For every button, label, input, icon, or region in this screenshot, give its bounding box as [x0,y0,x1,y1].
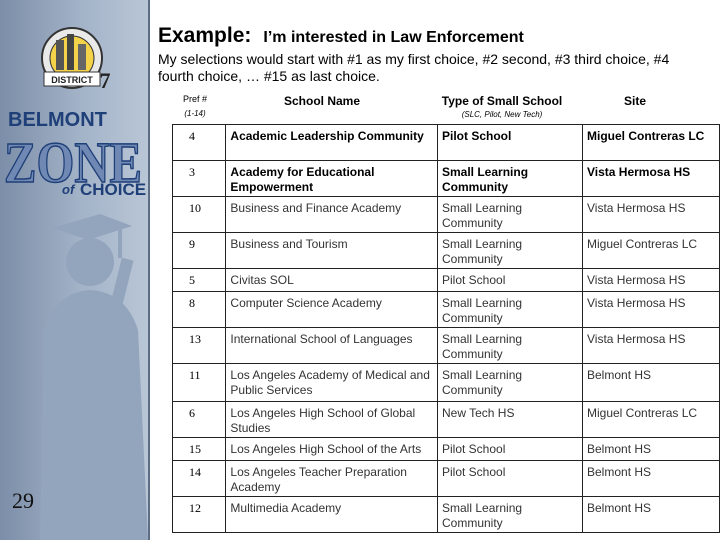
site-cell: Vista Hermosa HS [583,269,720,292]
header-school-type-sub: (SLC, Pilot, New Tech) [461,110,543,119]
pref-cell[interactable]: 12 [173,497,226,533]
site-cell: Belmont HS [583,461,720,497]
school-cell: Computer Science Academy [226,292,438,328]
site-cell: Miguel Contreras LC [583,233,720,269]
brand-choice: CHOICE [80,180,147,199]
page-title [158,24,524,48]
sidebar-artwork [0,0,148,540]
type-cell: New Tech HS [438,402,583,438]
header-pref: Pref # [182,94,207,104]
pref-cell[interactable]: 5 [173,269,226,292]
pref-cell[interactable]: 13 [173,328,226,364]
type-cell: Small Learning Community [438,197,583,233]
school-cell: Academy for Educational Empowerment [226,161,438,197]
school-cell: International School of Languages [226,328,438,364]
district-label: DISTRICT [51,75,93,85]
site-cell: Vista Hermosa HS [583,161,720,197]
table-row [173,497,720,533]
site-cell: Belmont HS [583,497,720,533]
belmont-zone-logo [4,109,146,199]
table-row [173,292,720,328]
school-cell: Los Angeles High School of the Arts [226,438,438,461]
site-cell: Vista Hermosa HS [583,328,720,364]
type-cell: Small Learning Community [438,328,583,364]
table-row [173,233,720,269]
table-row [173,197,720,233]
site-cell: Vista Hermosa HS [583,292,720,328]
pref-cell[interactable]: 15 [173,438,226,461]
table-row [173,161,720,197]
brand-of: of [62,182,75,197]
brand-belmont: BELMONT [8,109,107,131]
pref-cell[interactable]: 11 [173,364,226,402]
site-cell: Miguel Contreras LC [583,402,720,438]
brand-zone: ZONE [4,130,142,195]
site-cell: Belmont HS [583,438,720,461]
title-rest: I’m interested in Law Enforcement [263,29,524,46]
type-cell: Pilot School [438,125,583,161]
site-cell: Vista Hermosa HS [583,197,720,233]
sidebar [0,0,148,540]
type-cell: Pilot School [438,438,583,461]
type-cell: Pilot School [438,461,583,497]
pref-cell[interactable]: 3 [173,161,226,197]
pref-cell[interactable]: 6 [173,402,226,438]
pref-cell[interactable]: 4 [173,125,226,161]
school-cell: Business and Tourism [226,233,438,269]
header-school-name: School Name [283,94,361,108]
school-cell: Los Angeles Teacher Preparation Academy [226,461,438,497]
table-row [173,125,720,161]
school-cell: Academic Leadership Community [226,125,438,161]
table-row [173,328,720,364]
table-header [170,88,720,124]
school-cell: Business and Finance Academy [226,197,438,233]
district-seal-logo [42,28,111,93]
table-row [173,364,720,402]
table-row [173,438,720,461]
header-site: Site [623,94,646,108]
type-cell: Small Learning Community [438,497,583,533]
graduate-silhouette [40,214,148,540]
school-cell: Los Angeles Academy of Medical and Public Services [226,364,438,402]
pref-cell[interactable]: 10 [173,197,226,233]
site-cell: Belmont HS [583,364,720,402]
pref-cell[interactable]: 9 [173,233,226,269]
school-cell: Multimedia Academy [226,497,438,533]
sidebar-divider [148,0,150,540]
table-row [173,461,720,497]
type-cell: Small Learning Community [438,161,583,197]
title-lead: Example: [158,24,252,47]
school-cell: Los Angeles High School of Global Studies [226,402,438,438]
pref-cell[interactable]: 14 [173,461,226,497]
school-cell: Civitas SOL [226,269,438,292]
pref-cell[interactable]: 8 [173,292,226,328]
table-row [173,402,720,438]
type-cell: Small Learning Community [438,292,583,328]
school-selection-table [172,124,720,533]
site-cell: Miguel Contreras LC [583,125,720,161]
instructions-text: My selections would start with #1 as my first choice, #2 second, #3 third choice, #4 fourth choice, … #15 as last choice. [158,51,670,84]
header-school-type: Type of Small School [441,94,563,108]
district-number: 7 [99,68,111,93]
type-cell: Small Learning Community [438,364,583,402]
header-pref-range: (1-14) [184,109,206,118]
table-row [173,269,720,292]
type-cell: Small Learning Community [438,233,583,269]
slide-number: 29 [12,488,34,513]
type-cell: Pilot School [438,269,583,292]
